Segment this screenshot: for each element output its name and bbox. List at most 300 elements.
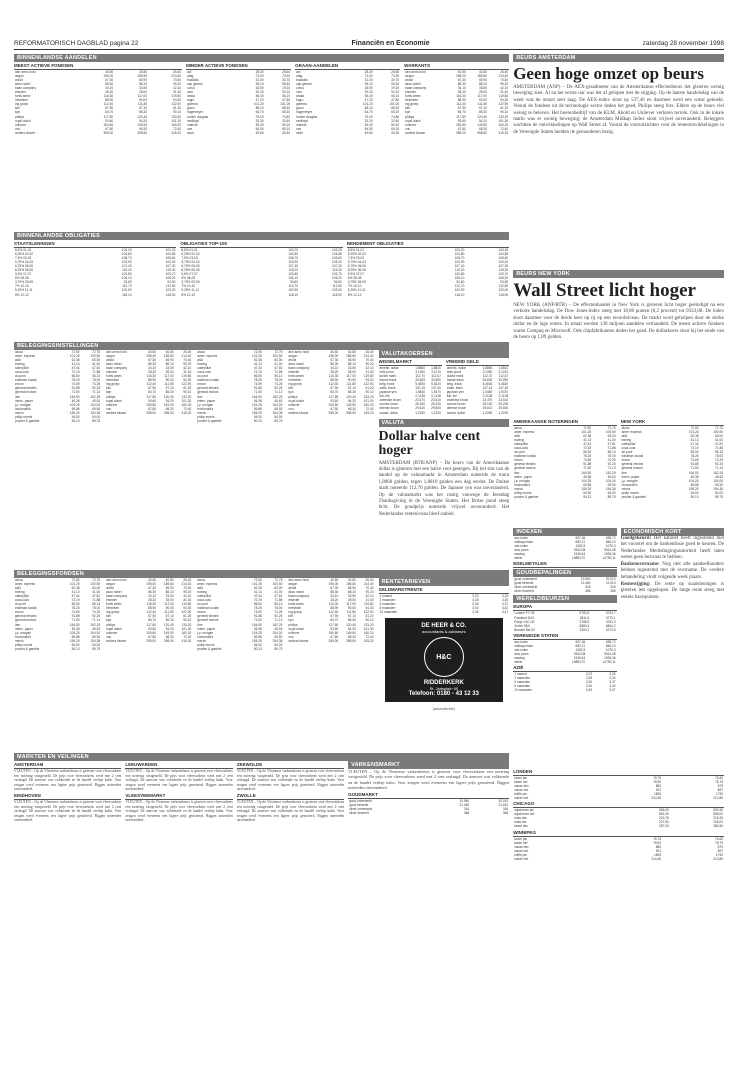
subhead-winnipeg: WINNIPEG	[513, 829, 724, 837]
row-label: ahold	[15, 78, 23, 83]
row-label: vnu	[405, 126, 411, 131]
row-value: 104,25	[688, 478, 699, 483]
row-value: 415,20	[171, 130, 182, 135]
row-value: 26,40	[365, 350, 374, 354]
row-label: franse frank	[446, 378, 464, 383]
row-value: 155,25	[252, 410, 262, 415]
row-value: 101,30	[171, 118, 182, 123]
row-value: 1,8810	[431, 366, 441, 370]
row-value: 112,70	[122, 284, 132, 289]
table-row	[513, 589, 616, 593]
row-label: alcoa	[197, 350, 205, 354]
row-value: 69,88	[253, 634, 262, 639]
row-value: 91,88	[71, 386, 80, 391]
row-label: nikkei	[514, 556, 523, 561]
row-value: 72,19	[71, 370, 80, 375]
row-value: 106,10	[288, 276, 298, 281]
row-label: brits pond	[446, 370, 461, 375]
row-value: 76,75	[653, 776, 662, 780]
row-value: 3,1350	[415, 370, 425, 375]
table-row	[295, 131, 400, 135]
row-label: draka	[187, 94, 196, 99]
row-value: 92,25	[92, 614, 101, 619]
table-row	[348, 811, 509, 815]
subhead-chicago: CHICAGO	[513, 800, 724, 808]
row-value: 154,38	[272, 410, 283, 415]
row-value: 28,30	[364, 70, 373, 74]
row-value: 100,50	[272, 582, 283, 587]
row-value: 3,42	[501, 606, 509, 611]
row-value: 57,10	[165, 614, 174, 619]
row-value: 74,69	[583, 458, 592, 463]
row-value: 94,20	[165, 626, 174, 631]
row-value: 91,88	[253, 386, 262, 391]
table-goudmarkt	[348, 799, 509, 815]
row-label: mcdonald's	[197, 634, 214, 639]
row-value: 214,60	[651, 796, 662, 801]
section-beleggingsinstellingen: BELEGGINGSINSTELLINGEN	[14, 342, 509, 350]
row-value: 93,60	[456, 280, 465, 285]
row-value: 120,40	[346, 394, 356, 399]
row-value: 84,70	[457, 110, 466, 115]
table-fondsen-4	[287, 578, 374, 643]
row-value: 28,00	[165, 370, 174, 375]
row-value: 42,10	[500, 86, 509, 91]
row-value: 72,40	[365, 634, 374, 639]
row-label: du pont	[514, 450, 525, 455]
row-value: 54,50	[690, 490, 699, 495]
row-label: akzo nobel	[106, 590, 122, 595]
row-label: baan company	[15, 86, 36, 91]
row-value: 111,80	[346, 382, 356, 387]
row-value: 25,230	[498, 402, 509, 407]
row-value: 214,40	[363, 582, 374, 587]
row-value: 72,40	[173, 126, 182, 131]
row-value: 415,20	[498, 130, 509, 135]
row-value: 108,60	[332, 256, 342, 261]
row-label: gamma	[296, 102, 307, 107]
row-value: 90,00	[165, 378, 174, 383]
row-label: general motors	[15, 618, 37, 623]
row-label: baan company	[106, 594, 128, 599]
table-row	[196, 419, 283, 423]
row-label: unilever	[405, 122, 417, 127]
row-label: caterpillar	[15, 594, 29, 599]
row-value: 89,75	[715, 494, 723, 499]
row-value: 90,13	[690, 494, 699, 499]
row-value: 85,30	[347, 390, 356, 395]
row-value: 19.960	[580, 577, 591, 582]
row-label: procter & gamble	[15, 646, 40, 651]
row-value: 72,50	[253, 578, 262, 582]
row-label: du pont	[621, 450, 633, 455]
row-value: 14883,70	[571, 659, 586, 664]
row-label: cacao mrt	[514, 848, 529, 853]
row-value: 61,20	[365, 614, 374, 619]
row-value: 67,30	[148, 586, 157, 591]
row-label: caterpillar	[197, 594, 212, 599]
row-label: exxon	[514, 458, 523, 463]
row-value: 40,50	[457, 70, 466, 74]
row-value: 415,20	[363, 638, 374, 643]
row-value: 20.010	[498, 798, 509, 803]
row-value: 185,60	[477, 74, 487, 79]
row-value: 25,150	[482, 402, 493, 407]
row-value: 108,70	[121, 256, 132, 261]
row-value: 73,90	[282, 74, 291, 79]
subhead-edelmetalen: EDELMETALEN	[513, 560, 616, 568]
row-label: philips	[405, 114, 415, 119]
row-label: general motors	[514, 466, 536, 471]
row-value: 78,00	[274, 606, 283, 611]
row-value: 47,44	[253, 366, 262, 371]
row-label: zilver onbewerkt	[514, 585, 538, 590]
row-value: 107,40	[288, 264, 298, 269]
row-label: klm	[106, 614, 112, 619]
table-goud	[513, 577, 616, 593]
row-label: procter & gamble	[197, 418, 222, 423]
row-value: 95,10	[364, 82, 373, 87]
row-label: 6 maanden	[379, 606, 396, 611]
row-value: 3,45	[472, 610, 479, 615]
row-value: 561,50	[659, 812, 669, 817]
row-value: 100,50	[90, 354, 101, 359]
row-value: 56,10	[282, 94, 291, 99]
section-rentetarieven: RENTETARIEVEN	[379, 578, 510, 586]
row-value: 54,00	[274, 414, 283, 419]
row-value: 69,50	[274, 406, 283, 411]
table-beleg-4	[287, 350, 374, 415]
row-value: 1,5460	[482, 390, 493, 395]
row-value: 6844,2	[605, 623, 616, 628]
row-value: 3,23	[585, 671, 593, 676]
row-value: 26,40	[173, 70, 182, 74]
row-value: 67,80	[105, 126, 114, 131]
row-label: philip morris	[15, 642, 33, 647]
row-label: amer. express	[197, 354, 218, 359]
row-label: du pont	[197, 602, 208, 607]
row-value: 102,90	[288, 288, 298, 293]
row-label: wolters kluwer	[405, 130, 426, 135]
row-value: 95,20	[183, 590, 192, 595]
row-value: 76,60	[715, 836, 723, 841]
row-value: 78,25	[690, 454, 699, 459]
row-label: at&t	[621, 434, 628, 439]
row-value: 29,610	[482, 406, 493, 411]
row-value: 47,81	[92, 594, 101, 599]
row-value: 3,47	[501, 610, 509, 615]
row-value: 0,1138	[431, 394, 441, 399]
row-value: 395,00	[146, 638, 157, 643]
row-value: 34,10	[148, 366, 157, 371]
row-label: royal dutch	[288, 626, 304, 631]
row-label: mcdonald's	[15, 634, 32, 639]
row-value: 558,00	[713, 812, 723, 817]
row-value: 26,40	[365, 578, 374, 582]
row-label: merck	[514, 486, 523, 491]
row-value: 162,25	[272, 394, 283, 399]
row-value: 100,50	[90, 582, 101, 587]
row-value: 90,13	[71, 418, 80, 423]
row-value: 90,00	[478, 98, 487, 103]
table-staatsleningen	[14, 248, 176, 297]
row-label: baan company	[288, 366, 310, 371]
row-value: 31,40	[173, 90, 182, 95]
article-wallstreet	[513, 278, 724, 418]
row-value: 103,90	[121, 260, 132, 265]
subhead-vreemd-geld: VREEMD GELD	[446, 358, 509, 366]
row-value: 94,20	[165, 398, 174, 403]
row-value: 155,25	[581, 486, 592, 491]
row-label: fugro	[187, 98, 195, 103]
row-label: boeing	[197, 362, 207, 367]
row-label: 6,75% 05-05	[347, 264, 366, 269]
row-label: 8,25% 06-06	[181, 268, 200, 273]
row-value: 104,00	[90, 402, 101, 407]
wallstreet-body: NEW YORK (ANP/RTR) – De effectenhandel in New York is gisteren licht hoger geëindigd na een verkorte handelsdag. De Dow Jones-index steeg met 18,80 punten (0,2 procent) tot 9333,08. De index sloot daarmee voor de derde keer op rij op een recordniveau. De markt werd geholpen door de sterke dollar en de lage rentes. In totaal werden 130 miljoen aandelen verhandeld. De meest actieve fondsen waren Compaq en Microsoft. Ook chipfabrikanten deden het goed. De dollarkoers sloot bij het einde van de beurs op 1,89 gulden.	[513, 303, 724, 341]
row-value: 122,90	[363, 382, 374, 387]
row-value: 398,50	[163, 638, 174, 643]
row-value: 42,10	[183, 594, 192, 599]
row-value: 74,25	[92, 382, 101, 387]
row-value: 160,20	[363, 630, 374, 635]
row-value: 164,50	[252, 394, 262, 399]
row-value: 86,30	[330, 590, 339, 595]
row-label: ibm	[621, 470, 627, 475]
row-value: 47,44	[253, 594, 262, 599]
row-value: 101,30	[363, 626, 374, 631]
table-europa	[513, 611, 616, 631]
row-value: 5734,7	[605, 611, 616, 616]
row-value: 84,70	[330, 390, 339, 395]
row-value: 93,60	[148, 626, 157, 631]
row-value: 111,80	[477, 102, 487, 107]
row-value: 94,20	[347, 626, 356, 631]
row-value: 119,80	[498, 94, 509, 99]
row-value: 76,60	[715, 776, 723, 780]
row-value: 67,30	[330, 358, 339, 363]
row-value: 30,70	[282, 78, 291, 83]
row-label: general electric	[15, 614, 37, 619]
row-value: 104,80	[454, 252, 465, 257]
article-beurs	[513, 62, 724, 270]
row-label: hunter douglas	[187, 114, 209, 119]
row-value: 54,50	[583, 490, 592, 495]
row-label: aegon	[288, 354, 298, 359]
row-label: fortis amev	[288, 374, 304, 379]
row-value: 108,70	[454, 256, 465, 261]
row-label: general motors	[197, 390, 219, 395]
row-value: 95,10	[255, 82, 264, 87]
advertisement[interactable]	[385, 618, 503, 702]
row-value: 116,30	[146, 374, 157, 379]
row-value: 57,10	[347, 386, 356, 391]
row-value: 103,25	[332, 248, 342, 252]
row-value: 164,50	[581, 470, 592, 475]
row-value: 103,80	[454, 272, 465, 277]
row-value: 149,90	[163, 402, 174, 407]
row-value: 154,38	[605, 486, 616, 491]
row-value: 65,90	[478, 78, 487, 83]
row-value: 78,25	[253, 378, 262, 383]
row-value: 3,36	[472, 602, 479, 607]
row-value: 395,00	[456, 130, 466, 135]
row-value: 88,10	[165, 590, 174, 595]
row-value: 91,88	[690, 462, 699, 467]
row-label: wolters kluwer	[288, 638, 309, 643]
row-value: 106,20	[165, 276, 176, 281]
row-value: 213,80	[713, 796, 723, 801]
row-label: zwits. frank	[446, 386, 463, 391]
row-value: 56,50	[253, 374, 262, 379]
row-value: 3,45	[585, 688, 593, 693]
row-label: caterpillar	[621, 442, 636, 447]
row-value: 45,63	[715, 474, 723, 479]
row-value: 101,20	[362, 102, 373, 107]
row-value: 398,50	[163, 410, 174, 415]
row-label: acf	[187, 70, 192, 74]
row-label: fortis amev	[15, 94, 31, 99]
row-value: 118,00	[165, 292, 176, 297]
row-value: 72,50	[71, 578, 80, 582]
row-label: kpn	[288, 618, 294, 623]
row-label: nutricia	[187, 122, 198, 127]
row-value: 41,00	[715, 438, 723, 443]
row-value: 112,40	[146, 382, 157, 387]
row-value: 28,20	[457, 90, 466, 95]
row-value: 103,00	[332, 288, 342, 293]
row-value: 40,80	[347, 350, 356, 354]
table-warrants	[404, 70, 509, 135]
row-label: merck	[621, 486, 631, 491]
row-value: 1,2250	[482, 410, 493, 415]
row-value: 101,25	[69, 354, 80, 359]
row-value: 120,40	[346, 622, 356, 627]
row-value: 72,75	[92, 578, 101, 582]
row-value: 71,50	[71, 390, 80, 395]
ad-tagline: accountants & adviseurs	[422, 629, 466, 635]
row-label: elsevier	[288, 598, 300, 603]
row-value: 104,25	[581, 478, 592, 483]
row-value: 107,30	[498, 264, 509, 269]
row-value: 40,50	[330, 350, 339, 354]
row-label: tarwe mrt	[514, 840, 528, 845]
row-value: 162,25	[90, 622, 101, 627]
row-value: 5,4620	[498, 382, 509, 387]
row-value: 57,10	[478, 106, 487, 111]
row-label: eastman kodak	[621, 454, 644, 459]
row-value: 104,00	[498, 260, 509, 265]
subhead-leeuwarden: LEEUWARDEN	[125, 761, 232, 769]
row-value: 683,21	[575, 540, 586, 545]
row-value: 111,80	[346, 610, 356, 615]
row-value: 31,00	[255, 78, 264, 83]
row-value: 93,60	[123, 280, 132, 285]
row-value: 90,13	[71, 646, 80, 651]
row-value: 196,00	[328, 582, 339, 587]
row-value: 117,80	[146, 394, 157, 399]
row-value: 103,90	[454, 260, 465, 265]
row-value: 63,00	[92, 586, 101, 591]
row-label: kpn	[15, 110, 21, 115]
row-value: 3788,9	[579, 619, 590, 624]
row-label: kpn	[106, 390, 112, 395]
row-value: 74,25	[92, 610, 101, 615]
row-value: 155,25	[69, 638, 80, 643]
row-value: 67,30	[457, 78, 466, 83]
kort-item-3: Rentestijging: De rente op staatsleningen is gisteren iets opgelopen. De lange rente steeg met enkele basispunten.	[620, 582, 724, 600]
row-value: 93,60	[330, 398, 339, 403]
row-value: 196,00	[146, 582, 157, 587]
row-value: 3,1210	[431, 370, 441, 375]
row-value: 72,75	[274, 578, 283, 582]
row-value: 90,10	[365, 618, 374, 623]
row-value: 74,25	[274, 610, 283, 615]
table-row	[287, 639, 374, 643]
row-value: 100,50	[713, 430, 723, 435]
row-label: 3,75% 09-09	[347, 280, 366, 285]
row-label: 8,5% 01-01	[347, 248, 365, 252]
row-value: 3,40	[472, 606, 479, 611]
row-label: 7,5% 03-03	[15, 256, 32, 261]
row-value: 21.510	[605, 581, 616, 586]
subhead-graan: GRAAN-AANDELEN	[295, 62, 400, 70]
row-value: 89,75	[92, 418, 101, 423]
row-value: 28,20	[330, 370, 339, 375]
row-label: royal dutch	[288, 398, 304, 403]
row-value: 133,20	[171, 114, 182, 119]
row-value: 23,510	[431, 398, 441, 403]
row-value: 73,90	[391, 74, 400, 79]
row-value: 47,44	[71, 366, 80, 371]
row-label: aegon	[15, 74, 24, 79]
row-label: gamma	[187, 102, 198, 107]
row-label: coca-cola	[197, 370, 211, 375]
row-value: 103,80	[121, 272, 132, 277]
table-ny-2	[621, 426, 724, 499]
row-value: 137,15	[482, 386, 493, 391]
row-value: 72,19	[253, 370, 262, 375]
row-value: 116,30	[103, 94, 114, 99]
row-value: 45,38	[253, 398, 262, 403]
row-value: 1935,36	[604, 655, 616, 660]
row-label: 8,5% 01-01	[181, 248, 198, 252]
row-value: 23,510	[498, 398, 509, 403]
row-value: 63,00	[715, 434, 723, 439]
row-value: 71,13	[715, 466, 723, 471]
row-value: 72,50	[583, 426, 592, 430]
row-value: 56,50	[690, 450, 699, 455]
row-value: 65,90	[165, 358, 174, 363]
subhead-zwolle: ZWOLLE	[237, 792, 344, 800]
row-value: 552,50	[713, 808, 723, 813]
row-value: 102,90	[121, 288, 132, 293]
row-label: mais mrt	[514, 820, 527, 825]
section-markten: MARKTEN EN VEILINGEN	[14, 753, 509, 761]
row-value: 118,10	[122, 292, 132, 297]
row-label: tarwe jan	[514, 836, 528, 841]
row-value: 227,50	[659, 820, 669, 825]
row-value: 33,50	[165, 594, 174, 599]
row-value: 3,37	[501, 602, 509, 607]
row-value: 88,10	[364, 106, 373, 111]
row-label: du pont	[197, 374, 208, 379]
row-value: 162,25	[713, 470, 723, 475]
row-value: 47,44	[690, 442, 699, 447]
row-value: 93,50	[167, 280, 176, 285]
row-value: 71,50	[690, 466, 699, 471]
subhead-eindhoven: EINDHOVEN	[14, 792, 121, 800]
